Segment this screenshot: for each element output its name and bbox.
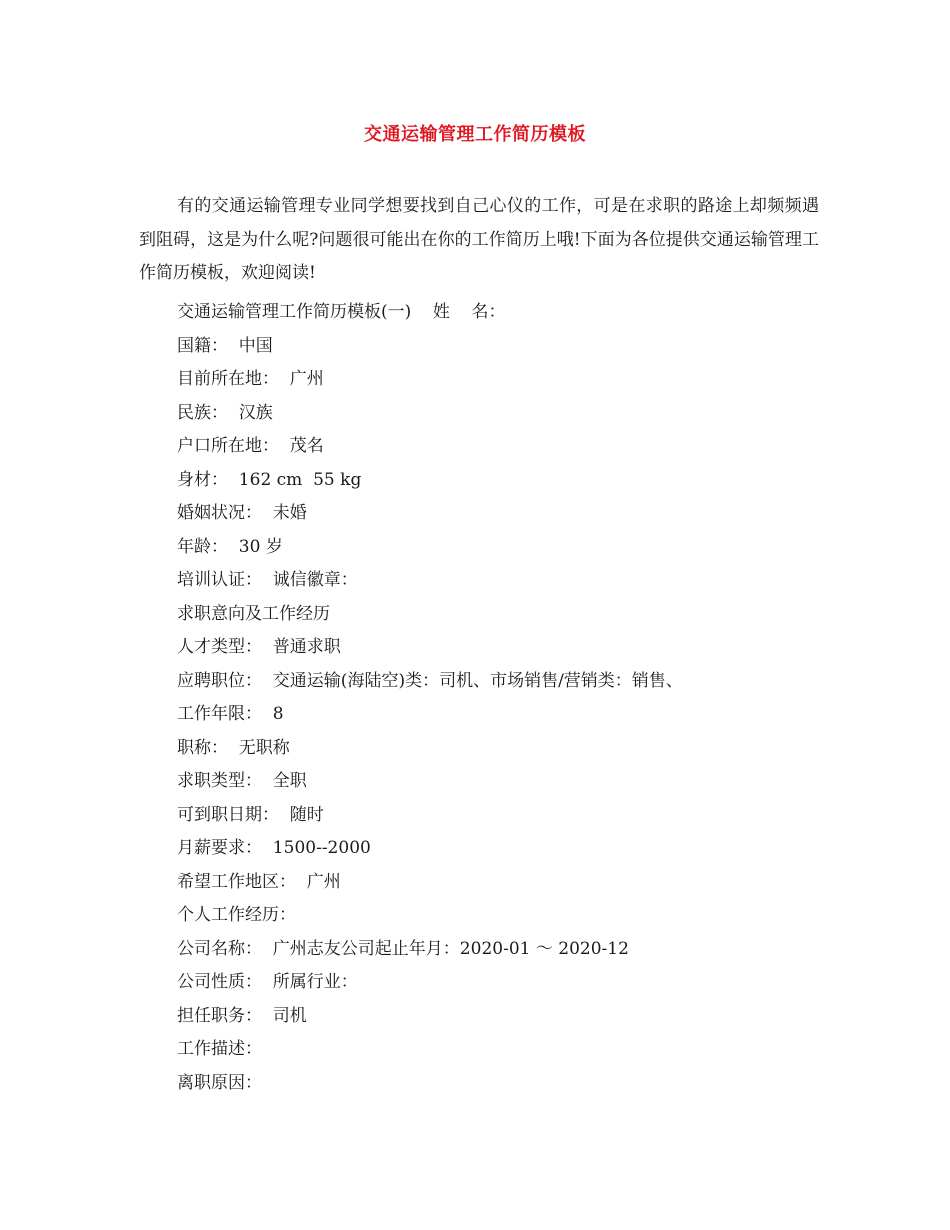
field-marital-status: 婚姻状况： 未婚 bbox=[177, 503, 307, 523]
field-company-name: 公司名称： 广州志友公司起止年月：2020-01 ～ 2020-12 bbox=[177, 938, 629, 959]
field-applied-position: 应聘职位： 交通运输(海陆空)类：司机、市场销售/营销类：销售、 bbox=[177, 670, 683, 691]
field-desired-work-area: 希望工作地区： 广州 bbox=[177, 871, 341, 892]
resume-template-heading: 交通运输管理工作简历模板(一) 姓 名： bbox=[177, 302, 506, 322]
field-household-registration: 户口所在地： 茂名 bbox=[177, 436, 324, 456]
field-age: 年龄： 30 岁 bbox=[177, 536, 283, 557]
field-job-description: 工作描述： bbox=[177, 1039, 262, 1059]
field-years-of-work: 工作年限： 8 bbox=[177, 704, 284, 724]
field-professional-title: 职称： 无职称 bbox=[177, 737, 290, 758]
intro-paragraph: 有的交通运输管理专业同学想要找到自己心仪的工作，可是在求职的路途上却频频遇到阻碍，这是为什么呢?问题很可能出在你的工作简历上哦!下面为各位提供交通运输管理工作简历模板，欢迎阅读! bbox=[139, 196, 819, 283]
field-start-date: 可到职日期： 随时 bbox=[177, 804, 324, 825]
document-title: 交通运输管理工作简历模板 bbox=[364, 124, 586, 145]
section-heading-job-intention: 求职意向及工作经历 bbox=[177, 603, 330, 624]
field-height-weight: 身材： 162 cm 55 kg bbox=[177, 469, 362, 490]
field-reason-for-leaving: 离职原因： bbox=[177, 1072, 262, 1093]
field-ethnicity: 民族： 汉族 bbox=[177, 402, 273, 423]
field-job-type: 求职类型： 全职 bbox=[177, 771, 307, 791]
field-current-location: 目前所在地： 广州 bbox=[177, 369, 324, 389]
field-talent-type: 人才类型： 普通求职 bbox=[177, 637, 341, 657]
field-position-held: 担任职务： 司机 bbox=[177, 1005, 307, 1026]
resume-field-list bbox=[177, 296, 683, 1100]
field-company-nature: 公司性质： 所属行业： bbox=[177, 972, 358, 992]
section-heading-work-experience: 个人工作经历： bbox=[177, 905, 296, 925]
field-salary-requirement: 月薪要求： 1500--2000 bbox=[177, 838, 371, 858]
field-nationality: 国籍： 中国 bbox=[177, 335, 273, 356]
field-certification: 培训认证： 诚信徽章： bbox=[177, 570, 358, 590]
